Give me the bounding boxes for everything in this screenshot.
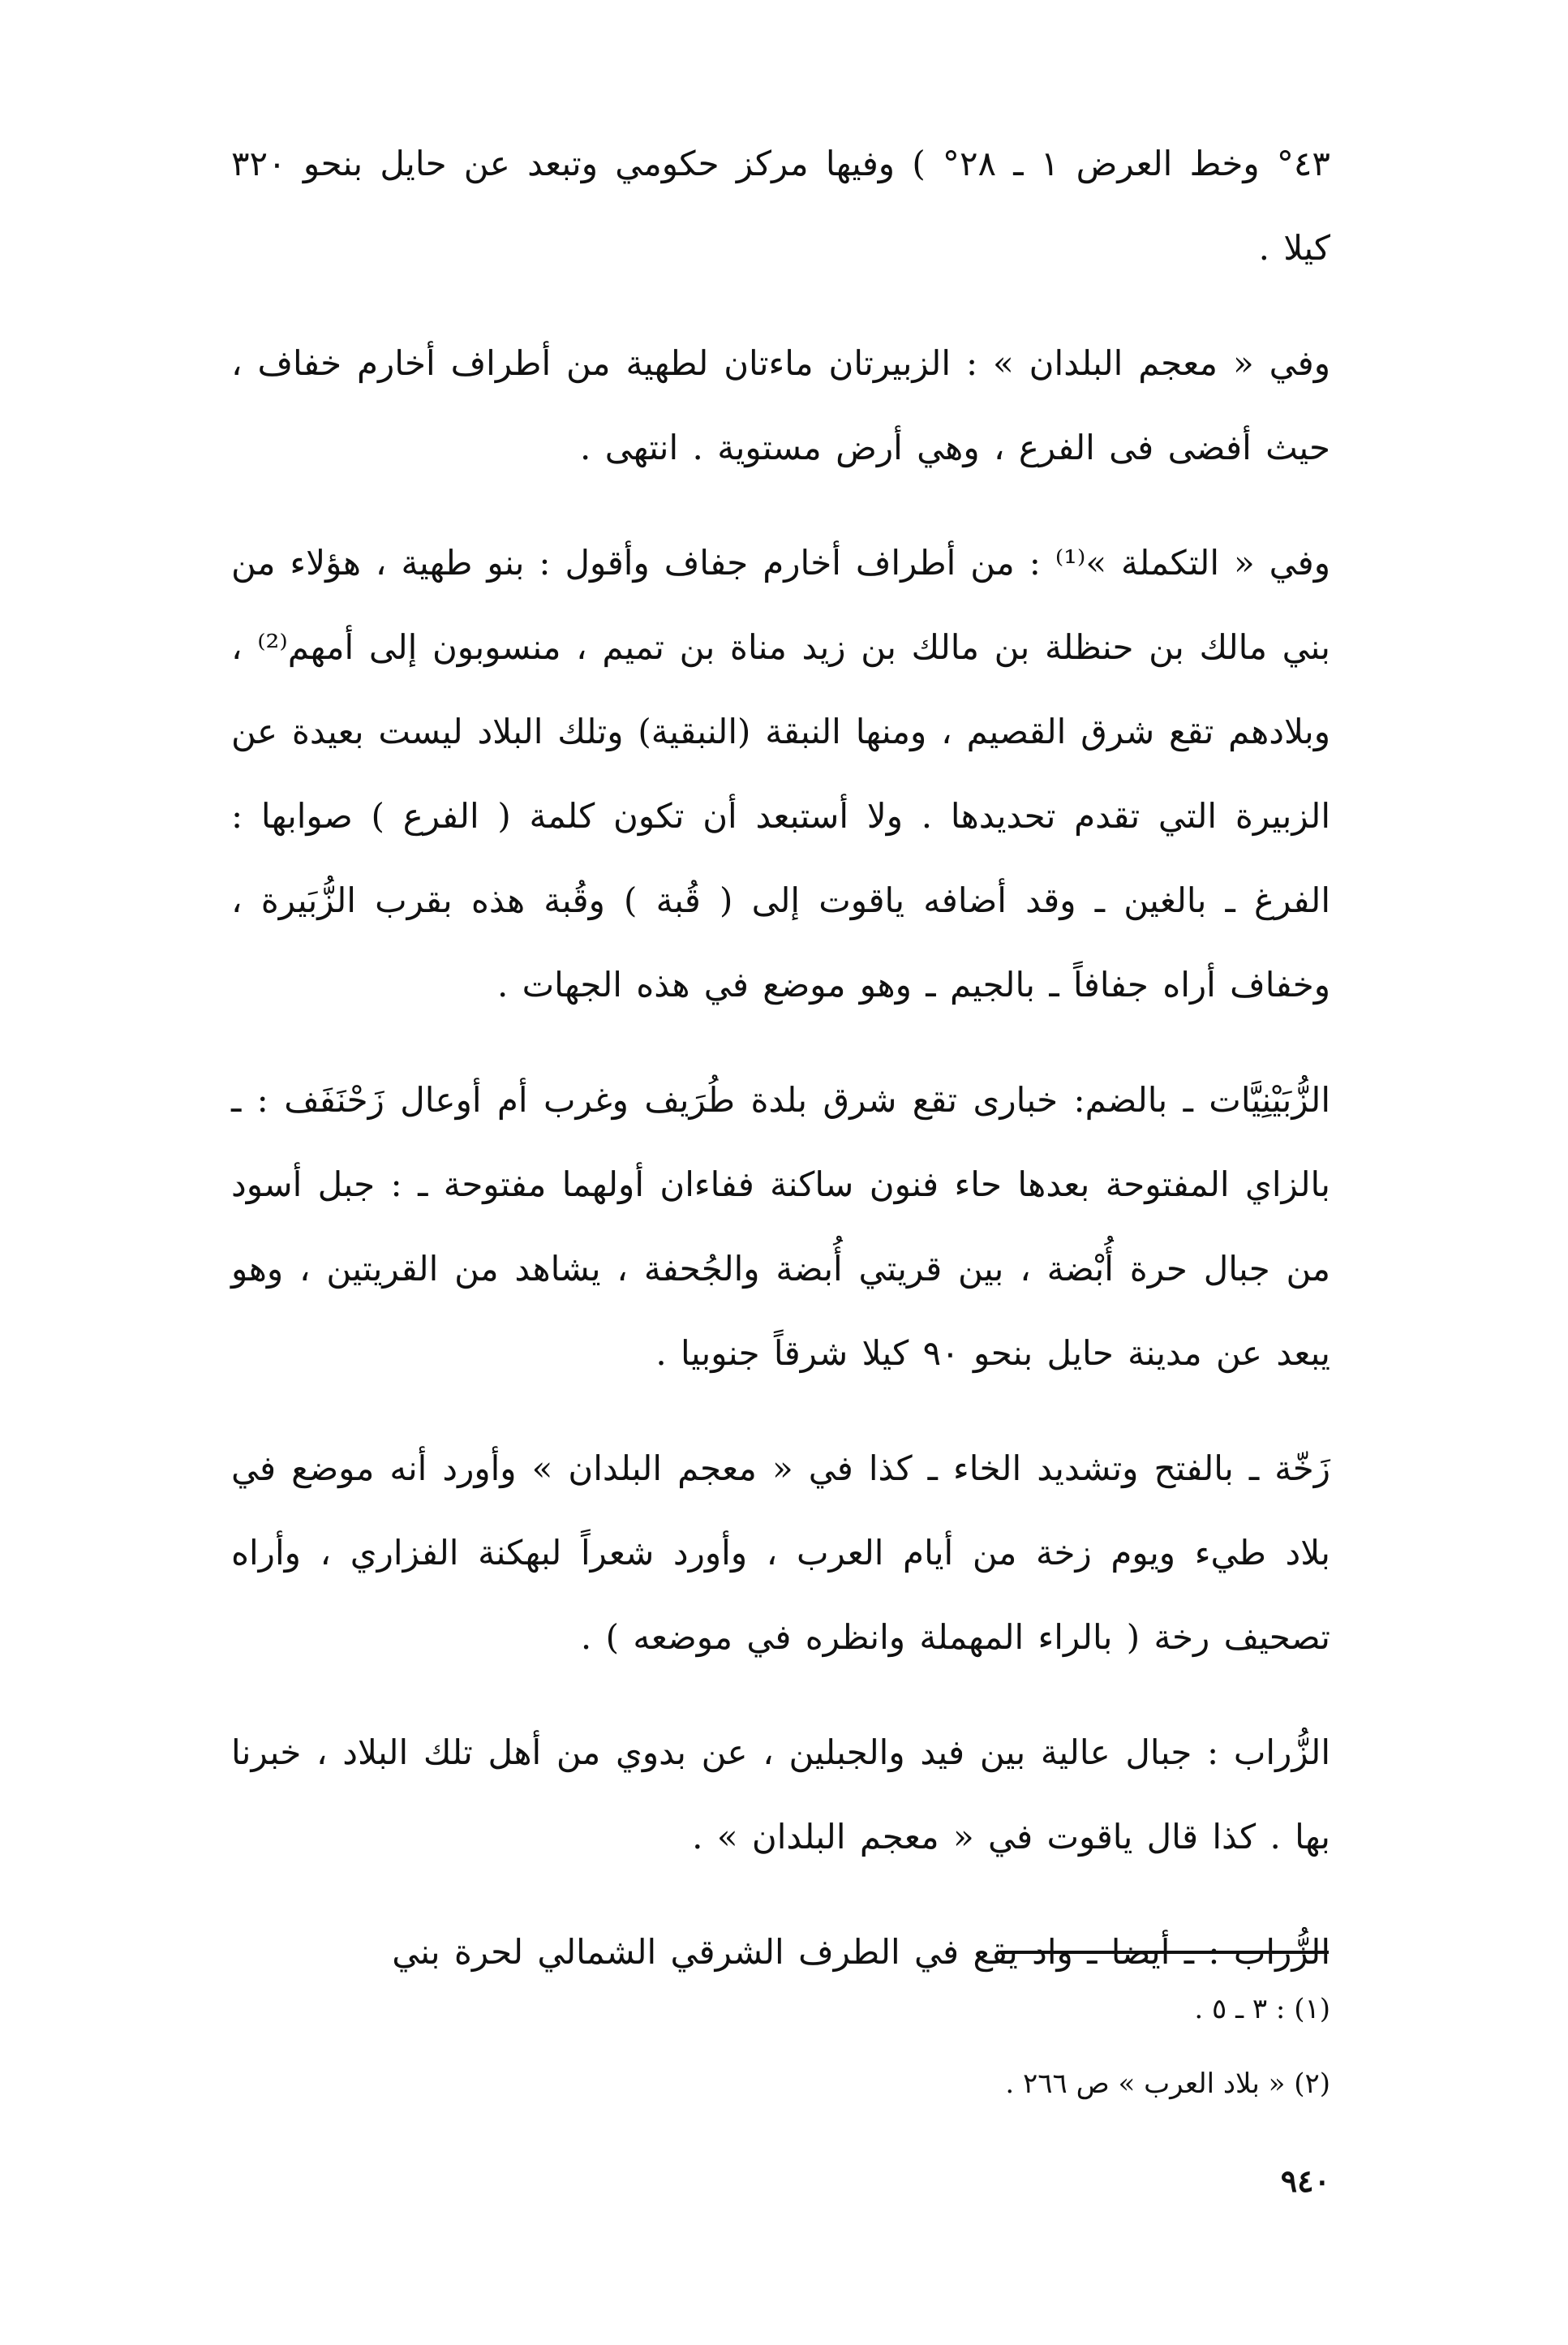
footnote-1: (١) : ٣ ـ ٥ . — [1194, 1993, 1330, 2025]
footnotes — [231, 1972, 1330, 2121]
paragraph-4: الزُّبَيْنِيَّات ـ بالضم: خبارى تقع شرق بلدة طُرَيف وغرب أم أوعال زَحْنَفَف : ـ بالزاي المفتوحة بعدها حاء فنون ساكنة ففاءان أولهما مفتوحة ـ : جبل أسود من جبال حرة أُبْضة ، بين قريتي أُبضة والجُحفة ، يشاهد من القريتين ، وهو يبعد عن مدينة حايل بنحو ٩٠ كيلا شرقاً جنوبيا . — [231, 1080, 1330, 1373]
paragraph-2: وفي « معجم البلدان » : الزبيرتان ماءتان لطهية من أطراف أخارم خفاف ، حيث أفضى فى الفرع ، وهي أرض مستوية . انتهى . — [231, 343, 1330, 467]
paragraph-3: وفي « التكملة »⁽¹⁾ : من أطراف أخارم جفاف وأقول : بنو طهية ، هؤلاء من بني مالك بن حنظلة بن مالك بن زيد مناة بن تميم ، منسوبون إلى أمهم⁽²⁾ ، وبلادهم تقع شرق القصيم ، ومنها النبقة (النبقية) وتلك البلاد ليست بعيدة عن الزبيرة التي تقدم تحديدها . ولا أستبعد أن تكون كلمة ( الفرع ) صوابها : الفرغ ـ بالغين ـ وقد أضافه ياقوت إلى ( قُبة ) وقُبة هذه بقرب الزُّبَيرة ، وخفاف أراه جفافاً ـ بالجيم ـ وهو موضع في هذه الجهات . — [231, 543, 1330, 1005]
paragraph-7: الزُّراب : ـ أيضا ـ واد يقع في الطرف الشرقي الشمالي لحرة بني — [392, 1932, 1330, 1972]
paragraph-6: الزُّراب : جبال عالية بين فيد والجبلين ، عن بدوي من أهل تلك البلاد ، خبرنا بها . كذا قال ياقوت في « معجم البلدان » . — [231, 1732, 1330, 1857]
page-number: ٩٤٠ — [1280, 2162, 1330, 2199]
main-text — [231, 122, 1330, 2025]
paragraph-5: زَخّة ـ بالفتح وتشديد الخاء ـ كذا في « معجم البلدان » وأورد أنه موضع في بلاد طيء ويوم زخة من أيام العرب ، وأورد شعراً لبهكنة الفزاري ، وأراه تصحيف رخة ( بالراء المهملة وانظره في موضعه ) . — [231, 1448, 1330, 1657]
footnote-divider — [998, 1951, 1329, 1954]
paragraph-1: ٤٣° وخط العرض ١ ـ ٢٨° ) وفيها مركز حكومي وتبعد عن حايل بنحو ٣٢٠ كيلا . — [231, 144, 1330, 268]
footnote-2: (٢) « بلاد العرب » ص ٢٦٦ . — [1005, 2067, 1330, 2100]
